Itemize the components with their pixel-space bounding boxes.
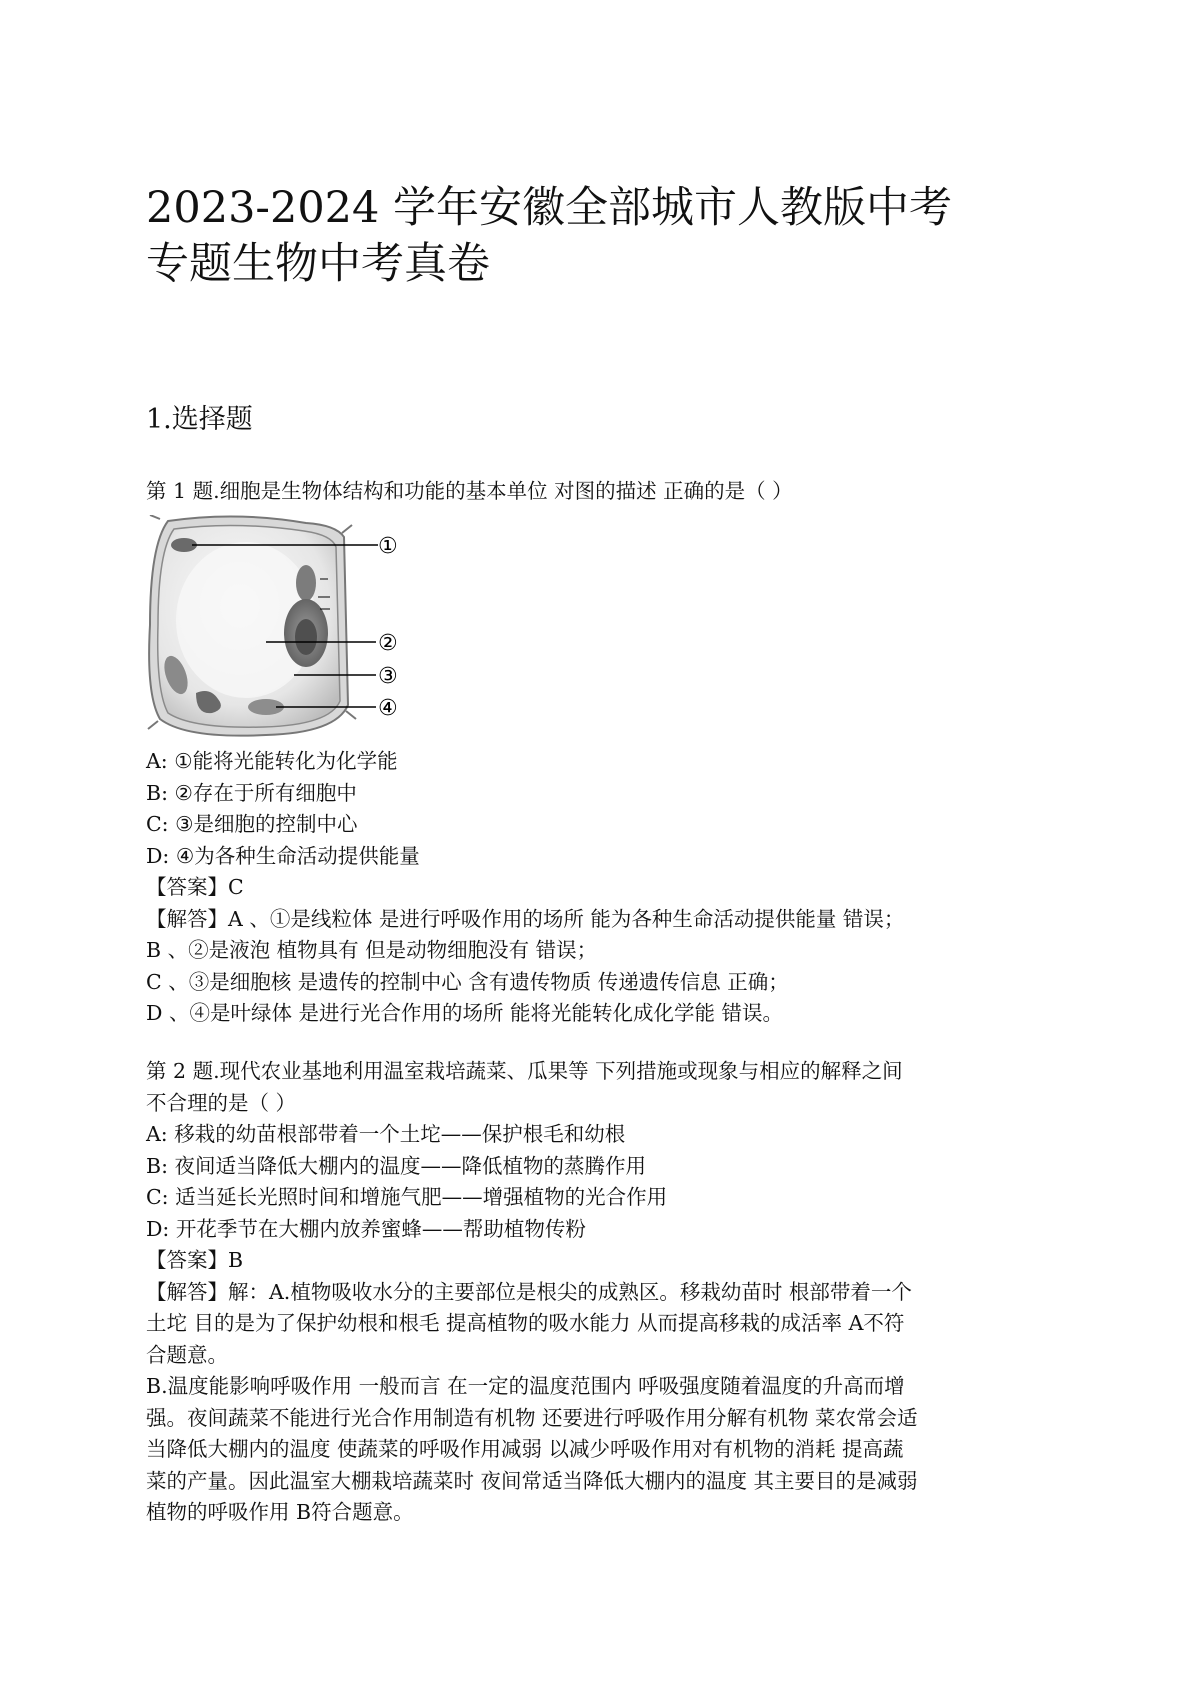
question-1-stem: 第 1 题.细胞是生物体结构和功能的基本单位 对图的描述 正确的是（ ） bbox=[146, 479, 793, 503]
section-heading: 1.选择题 bbox=[146, 404, 253, 435]
question-2-analysis-line-3: 合题意。 bbox=[146, 1342, 228, 1367]
document-title bbox=[146, 180, 1086, 292]
question-2-option-b: B: 夜间适当降低大棚内的温度——降低植物的蒸腾作用 bbox=[146, 1153, 646, 1178]
nucleolus bbox=[295, 619, 317, 655]
question-2-analysis-line-4: B.温度能影响呼吸作用 一般而言 在一定的温度范围内 呼吸强度随着温度的升高而增 bbox=[146, 1374, 905, 1398]
title-line-2: 专题生物中考真卷 bbox=[146, 239, 490, 289]
figure-label-3: ③ bbox=[378, 664, 398, 689]
figure-label-2: ② bbox=[378, 631, 398, 656]
question-2-option-d: D: 开花季节在大棚内放养蜜蜂——帮助植物传粉 bbox=[146, 1216, 586, 1241]
question-1-analysis-a: 【解答】A 、①是线粒体 是进行呼吸作用的场所 能为各种生命活动提供能量 错误； bbox=[146, 906, 905, 931]
question-1-option-c: C: ③是细胞的控制中心 bbox=[146, 812, 358, 836]
question-1-analysis-c: C 、③是细胞核 是遗传的控制中心 含有遗传物质 传递遗传信息 正确； bbox=[146, 969, 789, 994]
figure-label-4: ④ bbox=[378, 696, 398, 721]
question-2-analysis-line-8: 植物的呼吸作用 B符合题意。 bbox=[146, 1500, 414, 1524]
question-2-analysis-line-6: 当降低大棚内的温度 使蔬菜的呼吸作用减弱 以减少呼吸作用对有机物的消耗 提高蔬 bbox=[146, 1437, 904, 1461]
title-line-1: 2023-2024 学年安徽全部城市人教版中考 bbox=[146, 183, 953, 233]
plant-cell-diagram bbox=[146, 515, 446, 737]
question-1-option-b: B: ②存在于所有细胞中 bbox=[146, 780, 357, 805]
question-2-analysis-line-1: 【解答】解：A.植物吸收水分的主要部位是根尖的成熟区。移栽幼苗时 根部带着一个 bbox=[146, 1279, 912, 1304]
question-2-analysis-line-5: 强。夜间蔬菜不能进行光合作用制造有机物 还要进行呼吸作用分解有机物 菜农常会适 bbox=[146, 1405, 918, 1430]
question-1-analysis-d: D 、④是叶绿体 是进行光合作用的场所 能将光能转化成化学能 错误。 bbox=[146, 1001, 783, 1025]
question-2-option-c: C: 适当延长光照时间和增施气肥——增强植物的光合作用 bbox=[146, 1185, 668, 1209]
question-1-analysis-b: B 、②是液泡 植物具有 但是动物细胞没有 错误； bbox=[146, 938, 598, 962]
question-1-body bbox=[146, 746, 1066, 1030]
question-1-option-d: D: ④为各种生命活动提供能量 bbox=[146, 843, 420, 868]
question-2-stem-line-2: 不合理的是（ ） bbox=[146, 1090, 297, 1115]
question-1-option-a: A: ①能将光能转化为化学能 bbox=[146, 749, 398, 773]
question-1 bbox=[146, 476, 1066, 508]
plant-cell-figure bbox=[146, 515, 446, 737]
question-2-stem-line-1: 第 2 题.现代农业基地利用温室栽培蔬菜、瓜果等 下列措施或现象与相应的解释之间 bbox=[146, 1059, 903, 1083]
figure-label-1: ① bbox=[378, 534, 398, 559]
question-2-answer: 【答案】B bbox=[146, 1248, 244, 1272]
question-2-option-a: A: 移栽的幼苗根部带着一个土坨——保护根毛和幼根 bbox=[146, 1122, 626, 1146]
question-1-answer: 【答案】C bbox=[146, 875, 244, 899]
question-2 bbox=[146, 1056, 1066, 1529]
question-2-analysis-line-2: 土坨 目的是为了保护幼根和根毛 提高植物的吸水能力 从而提高移栽的成活率 A不符 bbox=[146, 1311, 905, 1335]
chloroplast-1 bbox=[296, 565, 316, 601]
question-2-analysis-line-7: 菜的产量。因此温室大棚栽培蔬菜时 夜间常适当降低大棚内的温度 其主要目的是减弱 bbox=[146, 1468, 918, 1493]
